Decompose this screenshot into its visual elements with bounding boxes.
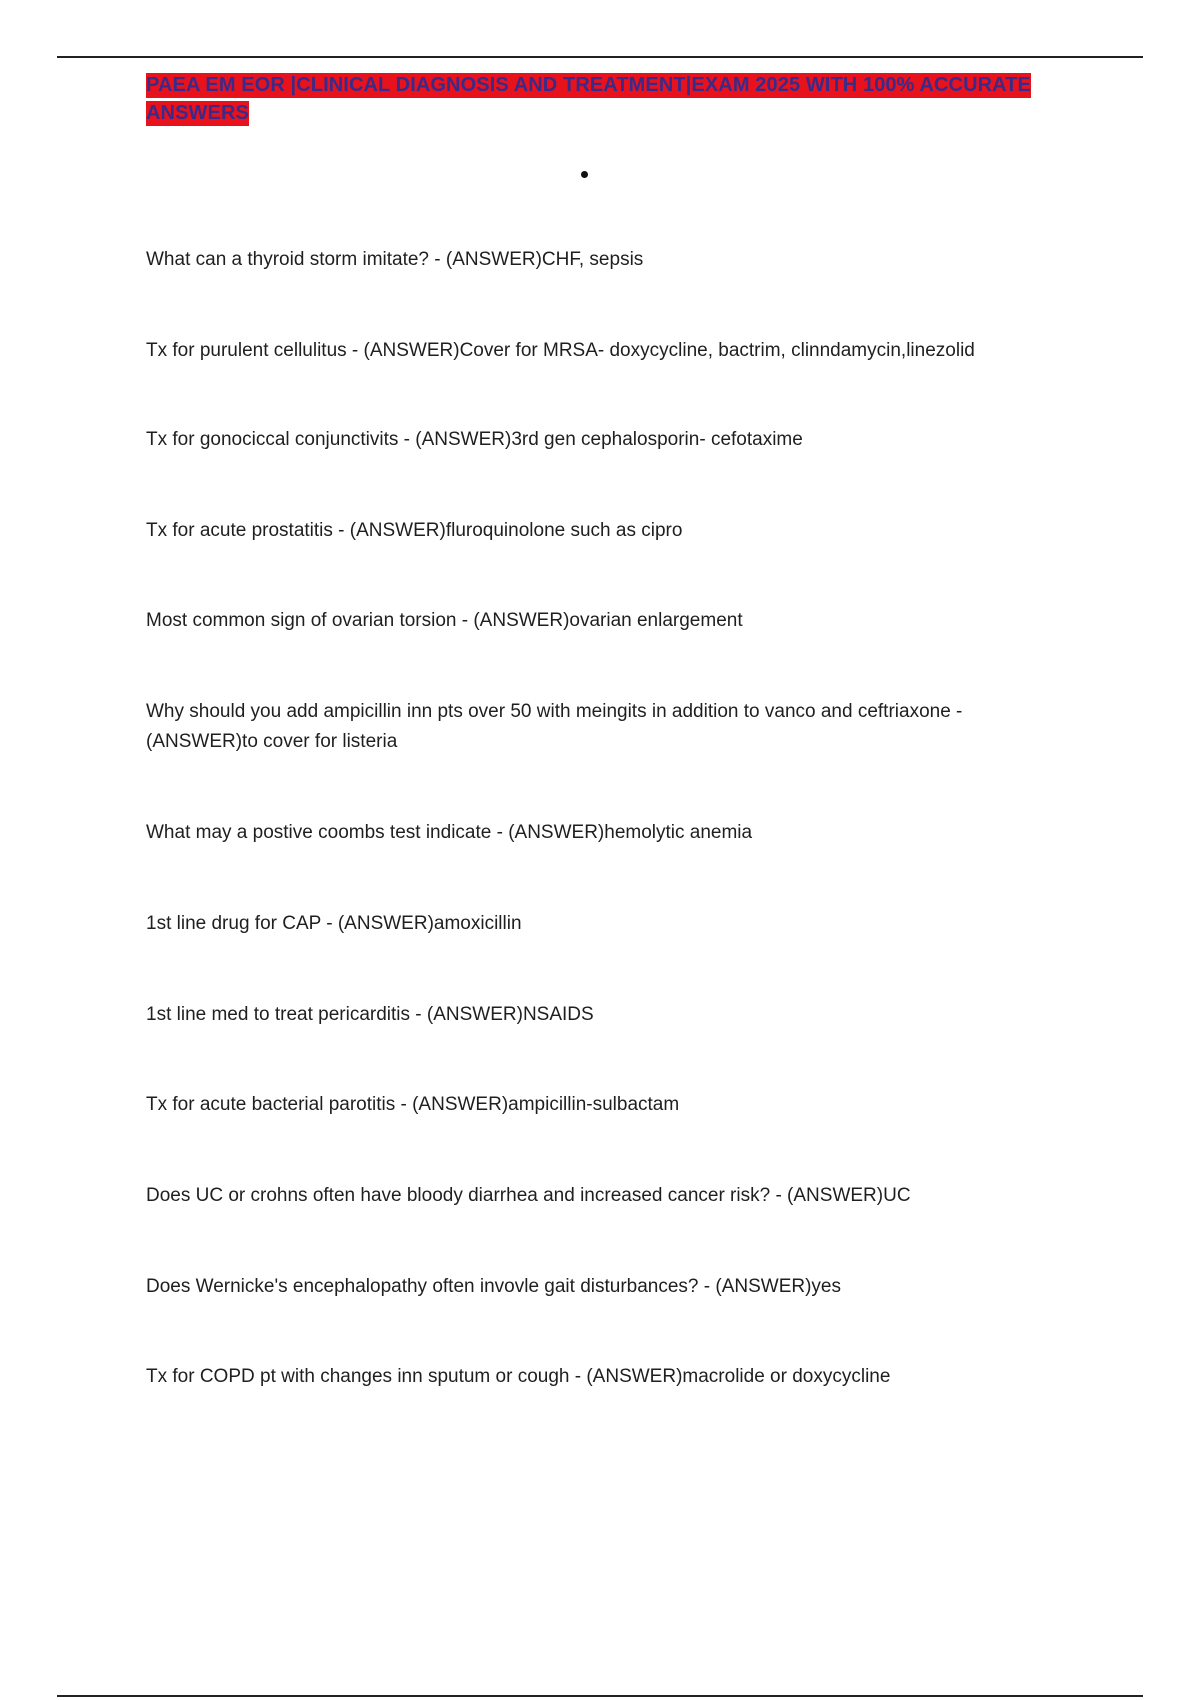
title-highlight: PAEA EM EOR |CLINICAL DIAGNOSIS AND TREATMENT|EXAM 2025 WITH 100% ACCURATE ANSWERS	[146, 74, 1031, 124]
qa-item: 1st line drug for CAP - (ANSWER)amoxicillin	[146, 913, 522, 934]
qa-item: Does UC or crohns often have bloody diarrhea and increased cancer risk? - (ANSWER)UC	[146, 1185, 911, 1206]
qa-item: Tx for acute prostatitis - (ANSWER)fluroquinolone such as cipro	[146, 520, 683, 541]
qa-item: Most common sign of ovarian torsion - (ANSWER)ovarian enlargement	[146, 610, 743, 631]
qa-item: Tx for acute bacterial parotitis - (ANSWER)ampicillin-sulbactam	[146, 1094, 680, 1115]
qa-item: 1st line med to treat pericarditis - (ANSWER)NSAIDS	[146, 1004, 594, 1025]
document-title	[146, 71, 1046, 127]
qa-item: What can a thyroid storm imitate? - (ANSWER)CHF, sepsis	[146, 249, 644, 270]
qa-item: Tx for COPD pt with changes inn sputum or cough - (ANSWER)macrolide or doxycycline	[146, 1366, 891, 1387]
bullet-dot	[581, 171, 588, 178]
qa-item: Does Wernicke's encephalopathy often invovle gait disturbances? - (ANSWER)yes	[146, 1276, 841, 1297]
qa-item: Tx for purulent cellulitus - (ANSWER)Cover for MRSA- doxycycline, bactrim, clinndamycin,linezolid	[146, 340, 975, 361]
qa-item: What may a postive coombs test indicate - (ANSWER)hemolytic anemia	[146, 822, 753, 843]
top-divider	[57, 56, 1143, 58]
qa-item: Tx for gonociccal conjunctivits - (ANSWER)3rd gen cephalosporin- cefotaxime	[146, 429, 803, 450]
bottom-divider	[57, 1695, 1143, 1697]
qa-item: Why should you add ampicillin inn pts over 50 with meingits in addition to vanco and ceftriaxone - (ANSWER)to cover for listeria	[146, 701, 963, 752]
